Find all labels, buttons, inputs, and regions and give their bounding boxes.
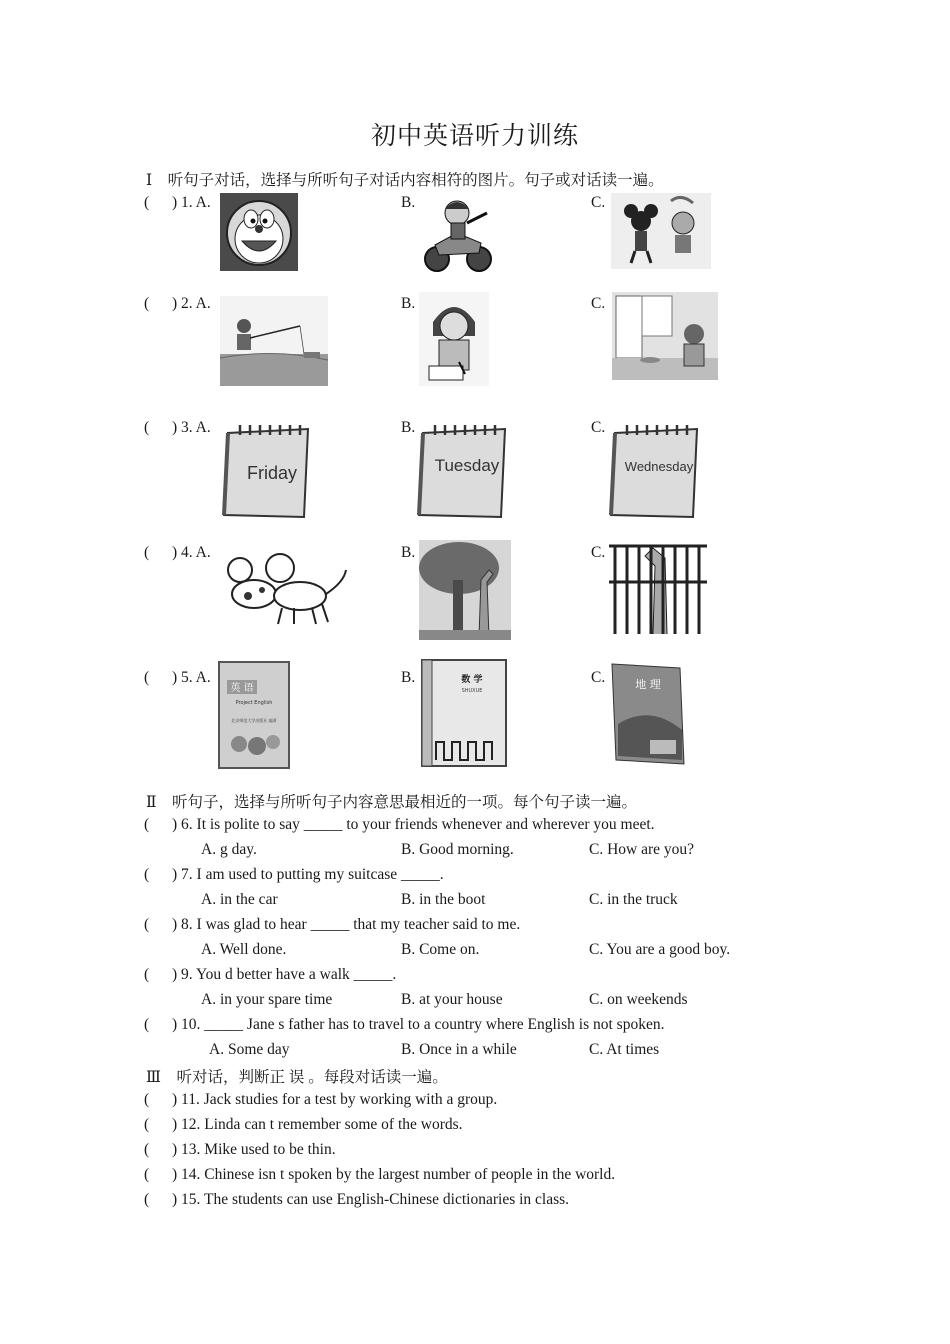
dogs-image [218,542,352,628]
question-6-option-b: B. Good morning. [401,841,514,858]
section-1-heading: Ⅰ 听句子对话，选择与所听句子对话内容相符的图片。句子或对话读一遍。 [146,172,664,189]
section-2-heading: Ⅱ 听句子，选择与所听句子内容意思最相近的一项。每个句子读一遍。 [146,794,638,811]
fishing-image [220,296,328,386]
option-b-label: B. [401,544,416,561]
calendar-word: Friday [246,463,298,483]
question-9-option-c: C. on weekends [589,991,688,1008]
question-9: ( ) 9. You d better have a walk _____. [144,966,397,983]
question-6-option-c: C. How are you? [589,841,695,858]
question-10-option-c: C. At times [589,1041,660,1058]
calendar-word: Wednesday [624,459,694,474]
question-10-option-b: B. Once in a while [401,1041,517,1058]
question-9-option-a: A. in your spare time [201,991,333,1008]
page-title: 初中英语听力训练 [370,123,579,150]
option-b-label: B. [401,295,416,312]
svg-text:地 理: 地 理 [635,678,661,691]
question-8-option-b: B. Come on. [401,941,480,958]
cartoon-cat-image [220,193,298,271]
english-textbook-image [217,660,291,770]
giraffe-cage-image [609,538,707,636]
option-c-label: C. [591,419,606,436]
option-c-label: C. [591,669,606,686]
option-c-label: C. [591,295,606,312]
svg-text:北京师范大学出版社 编著: 北京师范大学出版社 编著 [231,718,277,723]
question-7-option-a: A. in the car [201,891,278,908]
svg-text:Project English: Project English [235,700,273,706]
svg-text:数 学: 数 学 [461,675,483,685]
question-6-option-a: A. g day. [201,841,257,858]
statement-12: ( ) 12. Linda can t remember some of the words. [144,1116,463,1133]
section-3-heading: Ⅲ 听对话，判断正 误 。每段对话读一遍。 [146,1069,448,1086]
giraffe-tree-image [419,540,511,640]
question-6: ( ) 6. It is polite to say _____ to your friends whenever and wherever you meet. [144,816,655,833]
question-8-option-c: C. You are a good boy. [589,941,731,958]
question-7-option-c: C. in the truck [589,891,678,908]
calendar-tuesday-image [415,419,509,521]
math-textbook-image [420,658,510,770]
option-b-label: B. [401,419,416,436]
option-c-label: C. [591,544,606,561]
question-7: ( ) 7. I am used to putting my suitcase _____. [144,866,444,883]
question-8-option-a: A. Well done. [201,941,287,958]
question-10: ( ) 10. _____ Jane s father has to travel to a country where English is not spoken. [144,1016,665,1033]
statement-15: ( ) 15. The students can use English-Chinese dictionaries in class. [144,1191,570,1208]
svg-text:SHUXUE: SHUXUE [461,688,483,694]
girl-writing-image [419,292,489,386]
kitchen-image [612,292,718,380]
calendar-word: Tuesday [434,456,500,475]
question-5-number: ( ) 5. A. [144,669,211,686]
motorcycle-rider-image [417,193,499,275]
geography-textbook-image [610,660,688,768]
question-7-option-b: B. in the boot [401,891,486,908]
question-10-option-a: A. Some day [209,1041,290,1058]
option-c-label: C. [591,194,606,211]
statement-13: ( ) 13. Mike used to be thin. [144,1141,336,1158]
calendar-wednesday-image [607,419,701,521]
question-3-number: ( ) 3. A. [144,419,211,436]
calendar-friday-image [220,419,312,521]
question-4-number: ( ) 4. A. [144,544,211,561]
statement-11: ( ) 11. Jack studies for a test by working with a group. [144,1091,498,1108]
question-1-number: ( ) 1. A. [144,194,211,211]
option-b-label: B. [401,669,416,686]
statement-14: ( ) 14. Chinese isn t spoken by the largest number of people in the world. [144,1166,616,1183]
cartoon-characters-image [611,193,711,269]
option-b-label: B. [401,194,416,211]
svg-text:英 语: 英 语 [230,683,254,694]
question-8: ( ) 8. I was glad to hear _____ that my teacher said to me. [144,916,521,933]
question-2-number: ( ) 2. A. [144,295,211,312]
question-9-option-b: B. at your house [401,991,503,1008]
